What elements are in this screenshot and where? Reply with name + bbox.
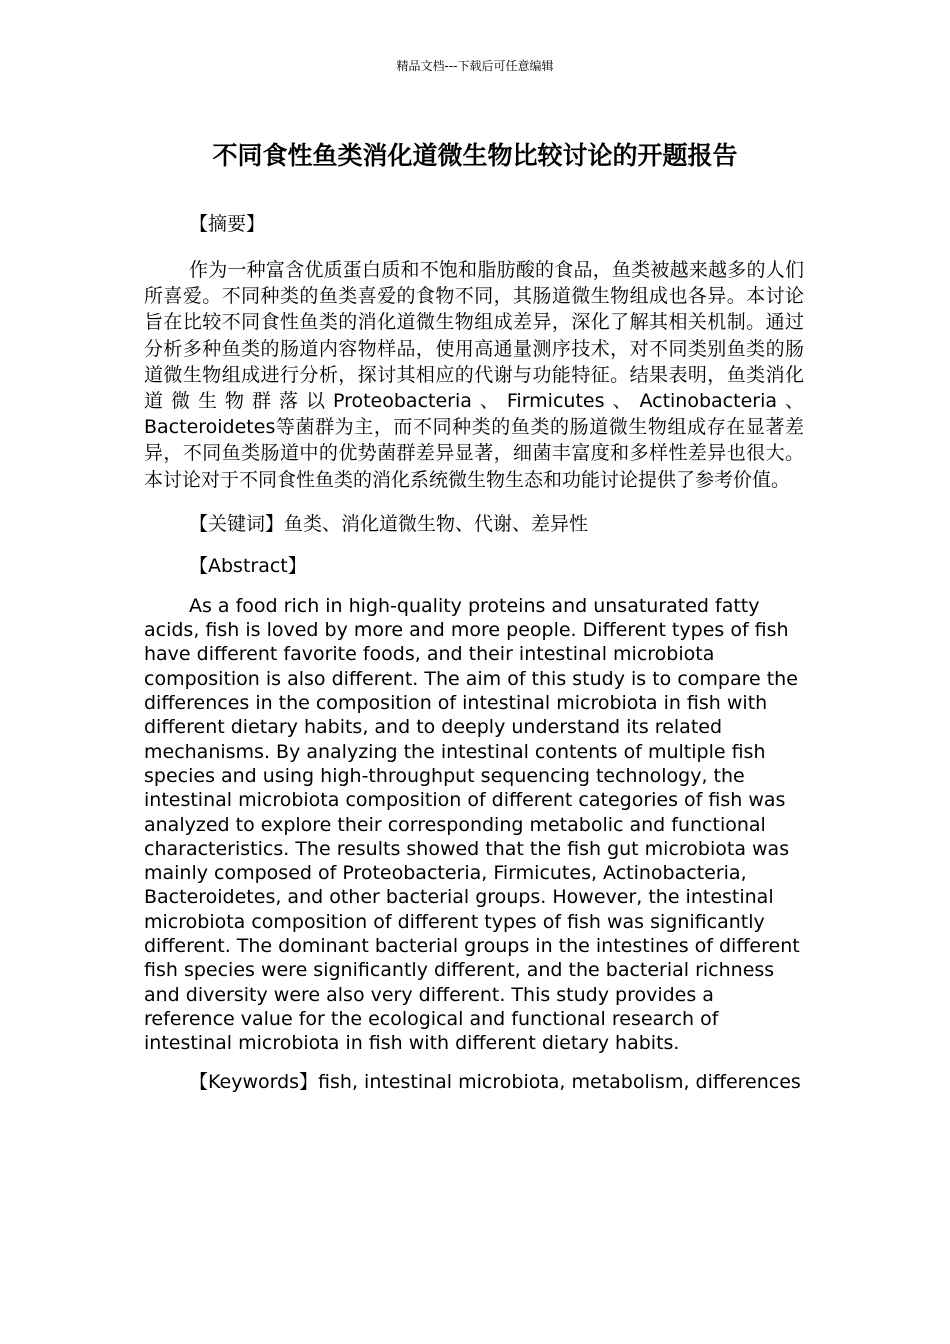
- header-note: 精品文档---下载后可任意编辑: [396, 59, 554, 73]
- document-title: 不同食性鱼类消化道微生物比较讨论的开题报告: [212, 141, 738, 170]
- abstract-en-heading: 【Abstract】: [189, 554, 307, 577]
- document-body: [144, 211, 804, 1095]
- abstract-en-body: As a food rich in high-quality proteins and unsaturated fatty acids, fish is loved by more and more people. Different types of fish have different favorite foods, and their intestinal microbiota composition is also different. The aim of this study is to compare the differences in the composition of intestinal microbiota in fish with different dietary habits, and to deeply understand its related mechanisms. By analyzing the intestinal contents of multiple fish species and using high-throughput sequencing technology, the intestinal microbiota composition of different categories of fish was analyzed to explore their corresponding metabolic and functional characteristics. The results showed that the fish gut microbiota was mainly composed of Proteobacteria, Firmicutes, Actinobacteria, Bacteroidetes, and other bacterial groups. However, the intestinal microbiota composition of different types of fish was significantly different. The dominant bacterial groups in the intestines of different fish species were significantly different, and the bacterial richness and diversity were also very different. This study provides a reference value for the ecological and functional research of intestinal microbiota in fish with different dietary habits.: [144, 594, 800, 1055]
- abstract-zh-body: 作为一种富含优质蛋白质和不饱和脂肪酸的食品，鱼类被越来越多的人们所喜爱。不同种类的鱼类喜爱的食物不同，其肠道微生物组成也各异。本讨论旨在比较不同食性鱼类的消化道微生物组成差异，深化了解其相关机制。通过分析多种鱼类的肠道内容物样品，使用高通量测序技术，对不同类别鱼类的肠道微生物组成进行分析，探讨其相应的代谢与功能特征。结果表明，鱼类消化道微生物群落以Proteobacteria、Firmicutes、Actinobacteria、Bacteroidetes等菌群为主，而不同种类的鱼类的肠道微生物组成存在显著差异，不同鱼类肠道中的优势菌群差异显著，细菌丰富度和多样性差异也很大。本讨论对于不同食性鱼类的消化系统微生物生态和功能讨论提供了参考价值。: [144, 259, 804, 491]
- keywords-zh: 【关键词】鱼类、消化道微生物、代谢、差异性: [189, 512, 589, 535]
- keywords-en: 【Keywords】fish, intestinal microbiota, metabolism, differences: [189, 1071, 801, 1094]
- abstract-zh-heading: 【摘要】: [189, 213, 266, 235]
